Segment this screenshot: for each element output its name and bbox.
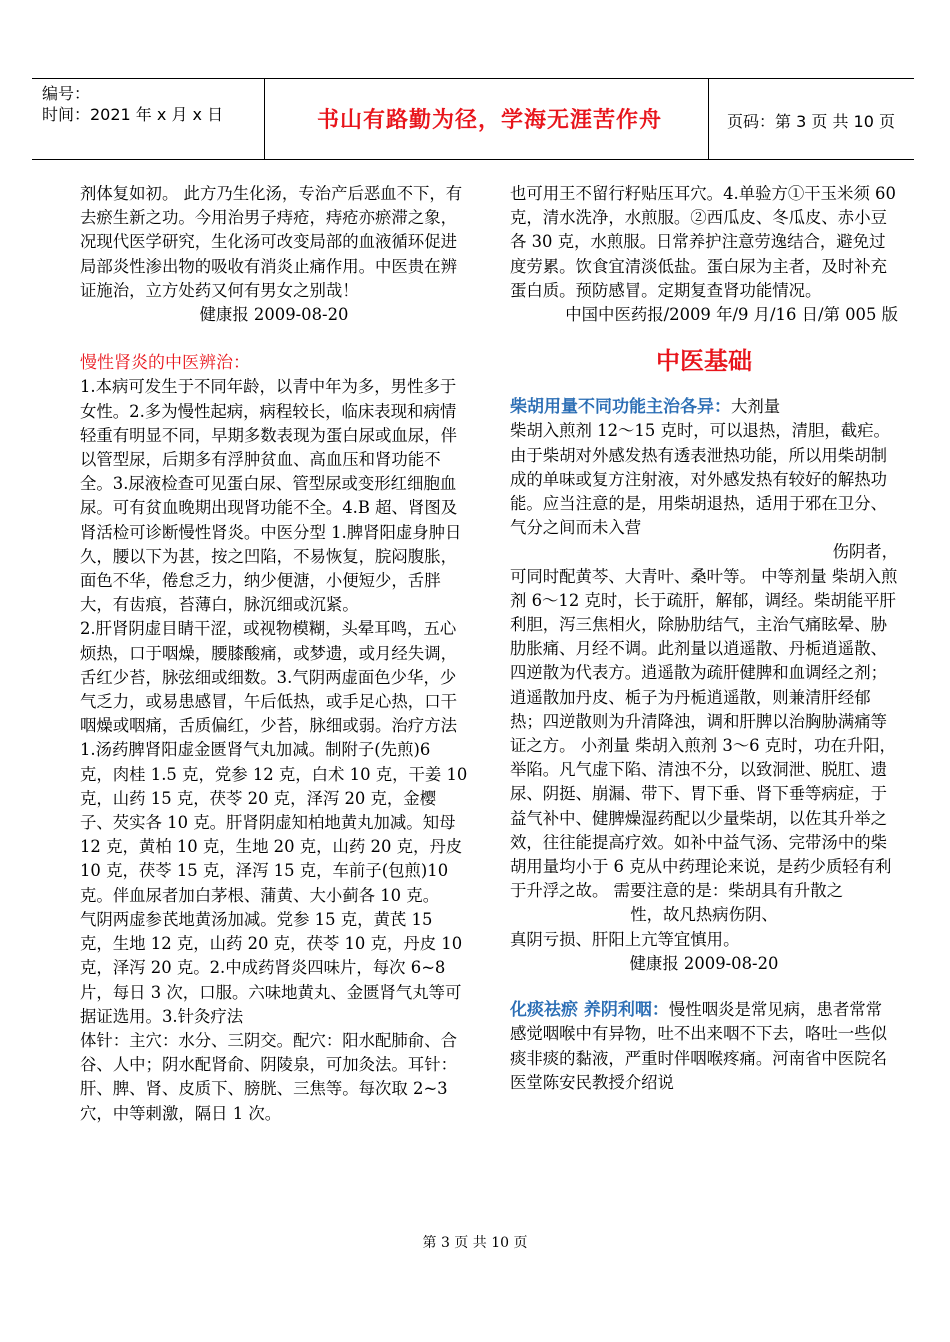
article-title-pharyngitis: 化痰祛瘀 养阴利咽： — [510, 1000, 669, 1021]
header-motto: 书山有路勤为径，学海无涯苦作舟 — [316, 108, 662, 133]
right-column — [510, 182, 898, 1095]
header-page-label: 页码：第 3 页 共 10 页 — [727, 112, 895, 131]
header-divider — [264, 79, 265, 159]
article-pharyngitis — [510, 998, 898, 1095]
left-paragraph-4: 体针：主穴：水分、三阴交。配穴：阳水配肺俞、合谷、人中；阴水配肾俞、阴陵泉，可加灸法。耳针：肝、脾、肾、皮质下、膀胱、三焦等。每次取 2~3 穴，中等刺激，隔日 1 次。 — [80, 1030, 457, 1123]
spacer — [510, 381, 898, 395]
article-pharyngitis-text: 慢性咽炎是常见病，患者常常感觉咽喉中有异物，吐不出来咽不下去，咯吐一些似痰非痰的黏液，严重时伴咽喉疼痛。河南省中医院名医堂陈安民教授介绍说 — [510, 1000, 887, 1092]
article-title-nephritis: 慢性肾炎的中医辨治： — [80, 353, 250, 374]
left-column — [80, 182, 468, 1126]
right-paragraph-1: 柴胡入煎剂 12～15 克时，可以退热，清胆，截疟。由于柴胡对外感发热有透表泄热功能，所以用柴胡制成的单味或复方注射液，对外感发热有较好的解热功能。应当注意的是，用柴胡退热，适用于邪在卫分、气分之间而未入营 — [510, 421, 890, 538]
article-title-bupleurum: 柴胡用量不同功能主治各异： — [510, 397, 731, 418]
right-paragraph-5: 真阴亏损、肝阳上亢等宜慎用。 — [510, 929, 740, 949]
time-label: 时间：2021 年 x 月 x 日 — [42, 105, 224, 124]
header-meta — [42, 83, 223, 125]
spacer — [510, 976, 898, 998]
right-source-1: 中国中医药报/2009 年/9 月/16 日/第 005 版 — [565, 305, 898, 325]
right-continued-text: 也可用王不留行籽贴压耳穴。4.单验方①干玉米须 60 克，清水洗净，水煎服。②西瓜皮、冬瓜皮、赤小豆各 30 克，水煎服。日常养护注意劳逸结合，避免过度劳累。饮食宜清淡低盐。蛋白尿为主者，及时补充蛋白质。预防感冒。定期复查肾功能情况。 — [510, 184, 896, 300]
left-paragraph-3: 气阴两虚参芪地黄汤加减。党参 15 克，黄芪 15 克，生地 12 克，山药 20 克，茯苓 10 克，丹皮 10 克，泽泻 20 克。2.中成药肾炎四味片，每次 6~8 片，每日 3 次，口服。六味地黄丸、金匮肾气丸等可据证选用。3.针灸疗法 — [80, 909, 463, 1026]
left-source-1: 健康报 2009-08-20 — [199, 305, 349, 325]
left-paragraph-2: 2.肝肾阴虚目睛干涩，或视物模糊，头晕耳鸣，五心烦热，口于咽燥，腰膝酸痛，或梦遗，或月经失调，舌红少苔，脉弦细或细数。3.气阴两虚面色少华，少气乏力，或易患感冒，午后低热，或手足心热，口干咽燥或咽痛，舌质偏红，少苔，脉细或弱。治疗方法 1.汤药脾肾阳虚金匮肾气丸加减。制附子(先煎)6 克，肉桂 1.5 克，党参 12 克，白术 10 克，干姜 10 克，山药 15 克，茯苓 20 克，泽泻 20 克，金樱子、芡实各 10 克。肝肾阴虚知柏地黄丸加减。知母 12 克，黄柏 10 克，生地 20 克，山药 20 克，丹皮 10 克，茯苓 15 克，泽泻 15 克，车前子(包煎)10 克。伴血尿者加白茅根、蒲黄、大小蓟各 10 克。 — [80, 619, 468, 905]
page-header — [32, 78, 914, 160]
spacer — [510, 327, 898, 341]
section-heading: 中医基础 — [656, 347, 752, 376]
article-bupleurum — [510, 395, 898, 419]
right-source-2: 健康报 2009-08-20 — [629, 953, 779, 973]
left-paragraph-1: 1.本病可发生于不同年龄，以青中年为多，男性多于女性。2.多为慢性起病，病程较长，临床表现和病情轻重有明显不同，早期多数表现为蛋白尿或血尿，伴以管型尿，后期多有浮肿贫血、高血压和肾功能不全。3.尿液检查可见蛋白尿、管型尿或变形红细胞血尿。可有贫血晚期出现肾功能不全。4.B 超、肾图及肾活检可诊断慢性肾炎。中医分型 1.脾肾阳虚身肿日久，腰以下为甚，按之凹陷，不易恢复，脘闷腹胀，面色不华，倦怠乏力，纳少便溏，小便短少，舌胖大，有齿痕，苔薄白，脉沉细或沉紧。 — [80, 377, 462, 615]
right-paragraph-2: 伤阴者， — [832, 542, 898, 562]
spacer — [80, 327, 468, 351]
left-continued-text: 剂体复如初。 此方乃生化汤，专治产后恶血不下，有去瘀生新之功。今用治男子痔疮，痔疮亦瘀滞之象，况现代医学研究，生化汤可改变局部的血液循环促进局部炎性渗出物的吸收有消炎止痛作用。中医贵在辨证施治，立方处药又何有男女之别哉！ — [80, 184, 463, 300]
right-paragraph-4: 性，故凡热病伤阴、 — [630, 905, 778, 925]
right-paragraph-3: 可同时配黄芩、大青叶、桑叶等。 中等剂量 柴胡入煎剂 6～12 克时，长于疏肝，解郁，调经。柴胡能平肝利胆，泻三焦相火，除胁肋结气，主治气痛眩晕、胁肋胀痛、月经不调。此剂量以逍遥散、丹栀逍遥散、四逆散为代表方。逍遥散为疏肝健脾和血调经之剂；逍遥散加丹皮、栀子为丹栀逍遥散，则兼清肝经郁热；四逆散则为升清降浊，调和肝脾以治胸胁满痛等证之方。 小剂量 柴胡入煎剂 3～6 克时，功在升阳，举陷。凡气虚下陷、清浊不分，以致洞泄、脱肛、遗尿、阴挺、崩漏、带下、胃下垂、肾下垂等病症，于益气补中、健脾燥湿药配以少量柴胡，以佐其升举之效，往往能提高疗效。如补中益气汤、完带汤中的柴胡用量均小于 6 克从中药理论来说，是药少质轻有利于升浮之故。 需要注意的是：柴胡具有升散之 — [510, 566, 898, 901]
page-footer: 第 3 页 共 10 页 — [422, 1235, 528, 1251]
number-label: 编号： — [42, 84, 91, 103]
article-lead: 大剂量 — [731, 397, 781, 417]
